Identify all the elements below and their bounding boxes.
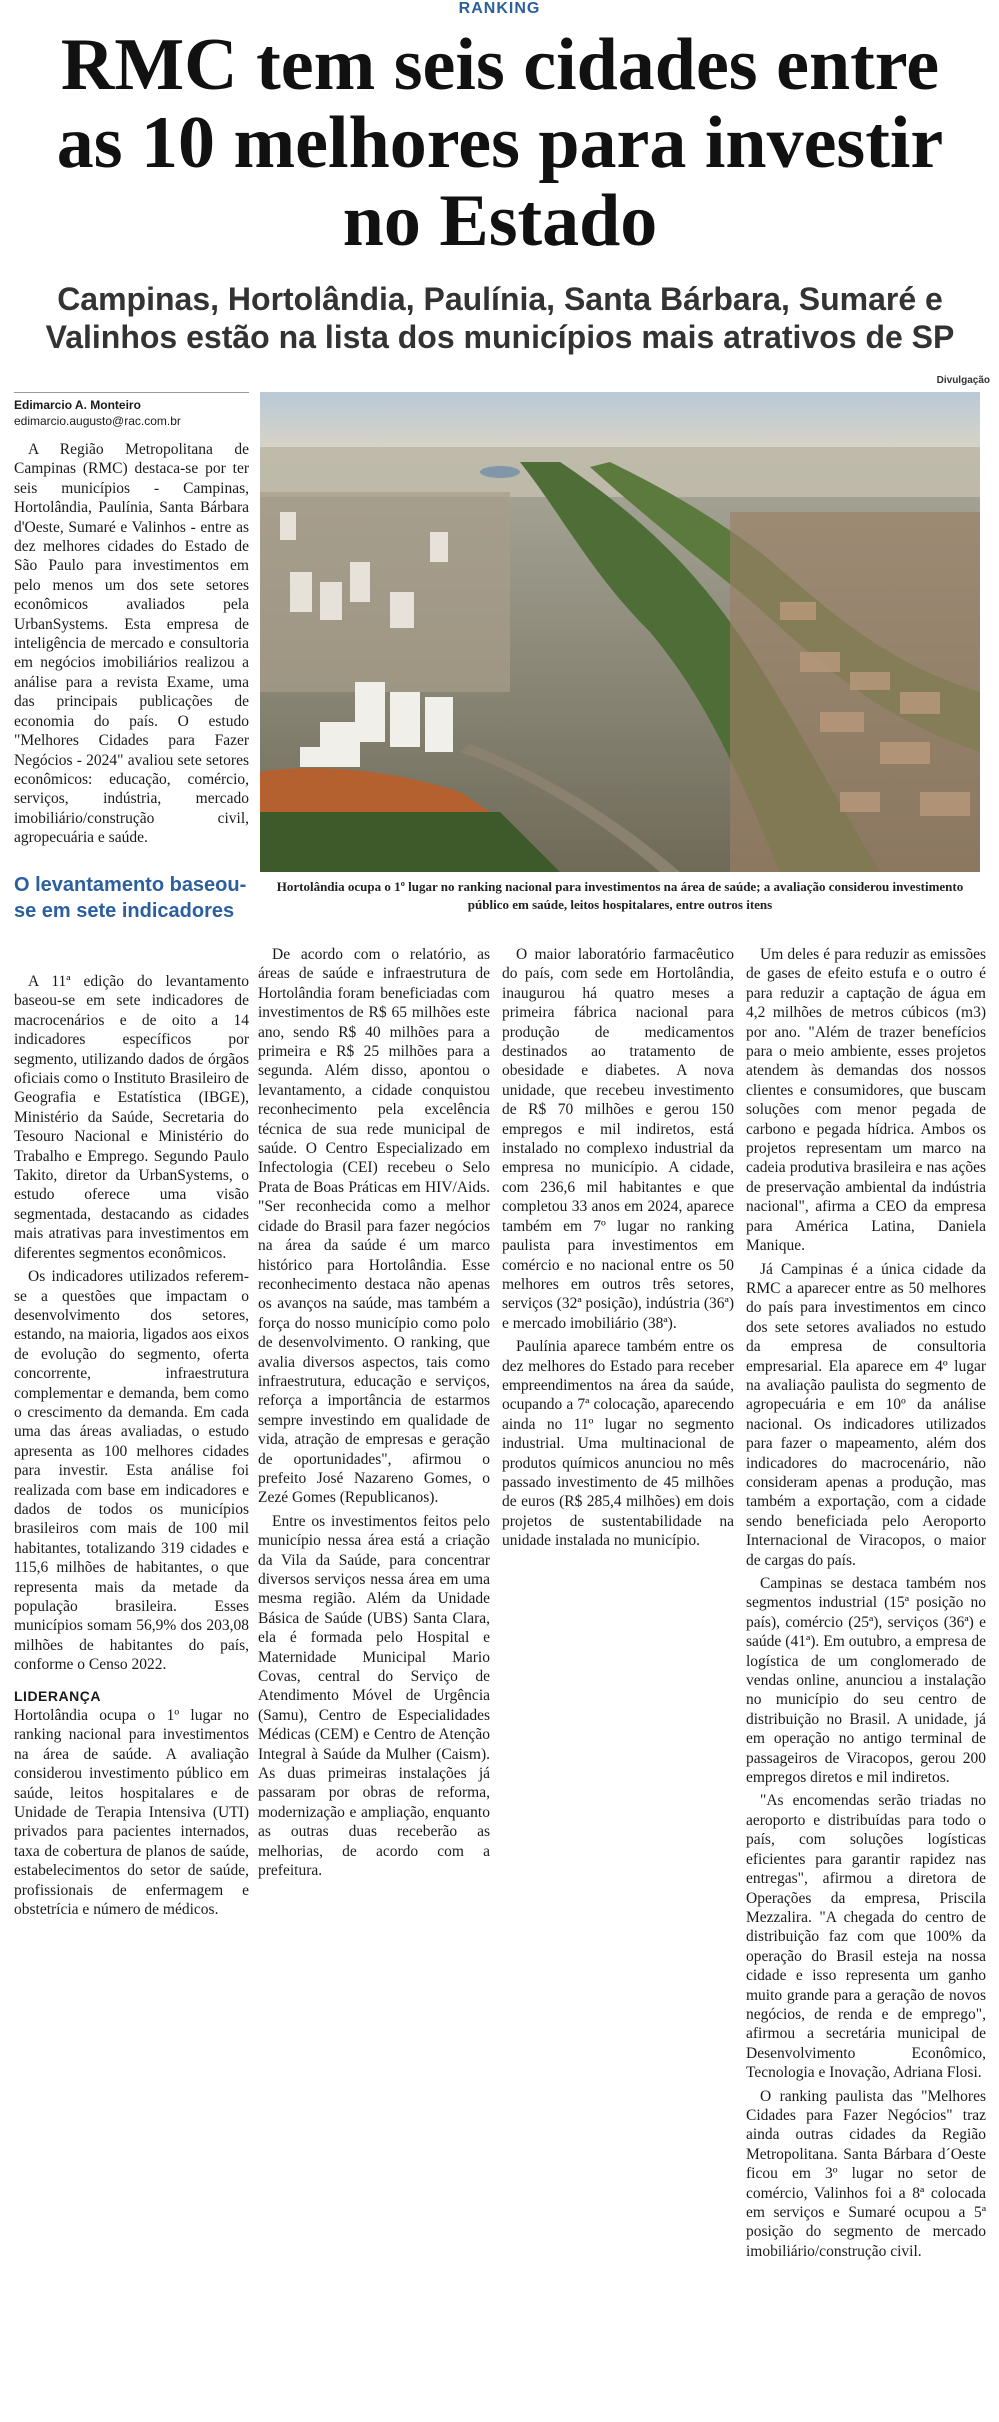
paragraph: Um deles é para reduzir as emissões de gases de efeito estufa e o outro é para reduzir a captação de água em 4,2 milhões de metros cúbicos (m3) por ano. "Além de trazer benefícios para o meio ambiente, esses projetos atendem às demandas dos nossos clientes e consumidores, que buscam soluções com menor pegada de carbono e pegada hídrica. Ambos os projetos representam um marco na cadeia produtiva brasileira e nas ações de preservação ambiental da indústria nacional", afirma a CEO da empresa para América Latina, Daniela Manique. <box>746 946 986 1255</box>
column-4 <box>746 945 986 2265</box>
headline: RMC tem seis cidades entre as 10 melhores para investir no Estado <box>56 24 944 262</box>
subtitle-lideranca: LIDERANÇA <box>14 1687 101 1704</box>
paragraph: Os indicadores utilizados referem-se a questões que impactam o desenvolvimento dos setores, estando, na maioria, ligados aos eixos de evolução do segmento, oferta concorrente, infraestrutura complementar e demanda, bem como o crescimento da demanda. Em cada uma das áreas avaliadas, o estudo apresenta as 100 melhores cidades para investir. Esta análise foi realizada com base em indicadores e dados de todos os municípios brasileiros com mais de 100 mil habitantes, totalizando 319 cidades e 115,6 milhões de habitantes, o que representa mais da metade da população brasileira. Esses municípios somam 56,9% dos 203,08 milhões de habitantes do país, conforme o Censo 2022. <box>14 1268 249 1674</box>
author-email[interactable]: edimarcio.augusto@rac.com.br <box>14 414 181 428</box>
photo-credit: Divulgação <box>936 375 990 386</box>
paragraph: Campinas se destaca também nos segmentos industrial (15ª posição no país), comércio (25ª), serviços (36ª) e saúde (41ª). Em outubro, a empresa de logística de um conglomerado de vendas online, anunciou a instalação no município do seu centro de distribuição no Brasil. A unidade, já em operação no antigo terminal de passageiros de Viracopos, gerou 200 empregos diretos e mil indiretos. <box>746 1575 986 1787</box>
aerial-photo-svg <box>260 392 980 872</box>
column-1-lead <box>14 440 249 852</box>
photo-caption: Hortolândia ocupa o 1º lugar no ranking nacional para investimentos na área de saúde; a avaliação considerou investimento público em saúde, leitos hospitalares, entre outros itens <box>276 879 964 912</box>
paragraph: "As encomendas serão triadas no aeroporto e distribuídas para todo o país, com soluções logísticas eficientes para garantir rapidez nas entregas", afirmou a diretora de Operações da empresa, Priscila Mezzalira. "A chegada do centro de distribuição faz com que 100% da operação do Brasil esteja na nossa cidade e isso representa um ganho muito grande para a geração de novos negócios, de renda e de emprego", afirmou a secretária municipal de Desenvolvimento Econômico, Tecnologia e Inovação, Adriana Flosi. <box>746 1792 986 2082</box>
column-1 <box>14 972 249 1924</box>
paragraph: Hortolândia ocupa o 1º lugar no ranking nacional para investimentos na área de saúde. A avaliação considerou investimento público em saúde, leitos hospitalares e de Unidade de Terapia Intensiva (UTI) privados para pacientes internados, taxa de cobertura de planos de saúde, estabelecimentos do setor de saúde, profissionais de enfermagem e obstetrícia e número de médicos. <box>14 1707 249 1919</box>
paragraph: De acordo com o relatório, as áreas de saúde e infraestrutura de Hortolândia foram beneficiadas com investimentos de R$ 65 milhões este ano, sendo R$ 40 milhões para a primeira e R$ 25 milhões para a segunda. Além disso, apontou o levantamento, a cidade conquistou reconhecimento pela excelência técnica de sua rede municipal de saúde. O Centro Especializado em Infectologia (CEI) recebeu o Selo Prata de Boas Práticas em HIV/Aids. "Ser reconhecida como a melhor cidade do Brasil para fazer negócios na área da saúde é um marco histórico para Hortolândia. Esse reconhecimento destaca não apenas os avanços na saúde, mas também a força do nosso município como polo de desenvolvimento. O ranking, que avalia diversos aspectos, tais como infraestrutura, educação e serviços, reforça a importância de estarmos sempre investindo em qualidade de vida, atração de empresas e geração de oportunidades", afirmou o prefeito José Nazareno Gomes, o Zezé Gomes (Republicanos). <box>258 946 490 1507</box>
byline <box>14 392 249 429</box>
paragraph: Paulínia aparece também entre os dez melhores do Estado para receber empreendimentos na área da saúde, ocupando a 7ª colocação, aparecendo ainda no 11º lugar no segmento industrial. Uma multinacional de produtos químicos anunciou no mês passado investimento de 45 milhões de euros (R$ 285,4 milhões) em dois projetos de sustentabilidade na unidade instalada no município. <box>502 1338 734 1550</box>
aerial-photo-hortolandia <box>260 392 980 872</box>
paragraph: O ranking paulista das "Melhores Cidades para Fazer Negócios" traz ainda outras cidades da Região Metropolitana. Santa Bárbara d´Oeste ficou em 3º lugar no setor de comércio, Valinhos foi a 8ª colocada em serviços e Sumaré ocupou a 5ª posição do segmento de mercado imobiliário/construção civil. <box>746 2087 986 2260</box>
section-tag: RANKING <box>458 0 541 17</box>
paragraph: Entre os investimentos feitos pelo município nessa área está a criação da Vila da Saúde, para concentrar diversos serviços nessa área em uma mesma região. Além da Unidade Básica de Saúde (UBS) Santa Clara, ela é formada pelo Hospital e Maternidade Municipal Mario Covas, central do Serviço de Atendimento Móvel de Urgência (Samu), Centro de Especialidades Médicas (CEM) e Centro de Atenção Integral à Saúde da Mulher (Caism). As duas primeiras instalações já passaram por obras de reforma, modernização e ampliação, enquanto as outras duas receberão as melhorias, de acordo com a prefeitura. <box>258 1512 490 1880</box>
paragraph: A 11ª edição do levantamento baseou-se em sete indicadores de macrocenários e de oito a 14 indicadores específicos por segmento, utilizando dados de órgãos oficiais como o Instituto Brasileiro de Geografia e Estatística (IBGE), Ministério da Saúde, Secretaria do Tesouro Nacional e Ministério do Trabalho e Emprego. Segundo Paulo Takito, diretor da UrbanSystems, o estudo oferece uma visão segmentada, destacando as cidades mais atrativas para investimentos em diferentes segmentos econômicos. <box>14 973 249 1262</box>
intertitle: O levantamento baseou-se em sete indicadores <box>14 874 247 922</box>
subheadline: Campinas, Hortolândia, Paulínia, Santa Bárbara, Sumaré e Valinhos estão na lista dos municípios mais atrativos de SP <box>45 281 955 355</box>
column-2 <box>258 945 490 1885</box>
paragraph: A Região Metropolitana de Campinas (RMC) destaca-se por ter seis municípios - Campinas, Hortolândia, Paulínia, Santa Bárbara d'Oeste, Sumaré e Valinhos - entre as dez melhores cidades do Estado de São Paulo para investimentos em pelo menos um dos sete setores econômicos avaliados pela UrbanSystems. Esta empresa de inteligência de mercado e consultoria em negócios imobiliários realizou a análise para a revista Exame, uma das principais publicações de economia do país. O estudo "Melhores Cidades para Fazer Negócios - 2024" avaliou sete setores econômicos: educação, comércio, serviços, indústria, mercado imobiliário/construção civil, agropecuária e saúde. <box>14 441 249 847</box>
author-name: Edimarcio A. Monteiro <box>14 398 141 412</box>
paragraph: Já Campinas é a única cidade da RMC a aparecer entre as 50 melhores do país para investimentos em cinco dos sete setores avaliados no estudo da empresa de consultoria empresarial. Ela aparece em 4º lugar na avaliação paulista do segmento de agropecuária e em 10º da análise nacional. Os indicadores utilizados para fazer o mapeamento, além dos indicadores do macrocenário, não consideram apenas a produção, mas também a exportação, com a cidade sendo beneficiada pelo Aeroporto Internacional de Viracopos, o maior de cargas do país. <box>746 1260 986 1569</box>
column-3 <box>502 945 734 1555</box>
paragraph: O maior laboratório farmacêutico do país, com sede em Hortolândia, inaugurou há quatro meses a primeira fábrica nacional para produção de medicamentos destinados ao tratamento de obesidade e diabetes. A nova unidade, que recebeu investimento de R$ 70 milhões e gerou 150 empregos e mil indiretos, está instalado no complexo industrial da empresa no município. A cidade, com 236,6 mil habitantes e que completou 33 anos em 2024, aparece também em 7º lugar no ranking paulista para investimentos em comércio e no nacional entre os 50 melhores em outros três setores, serviços (32ª posição), indústria (36ª) e mercado imobiliário (38ª). <box>502 946 734 1332</box>
